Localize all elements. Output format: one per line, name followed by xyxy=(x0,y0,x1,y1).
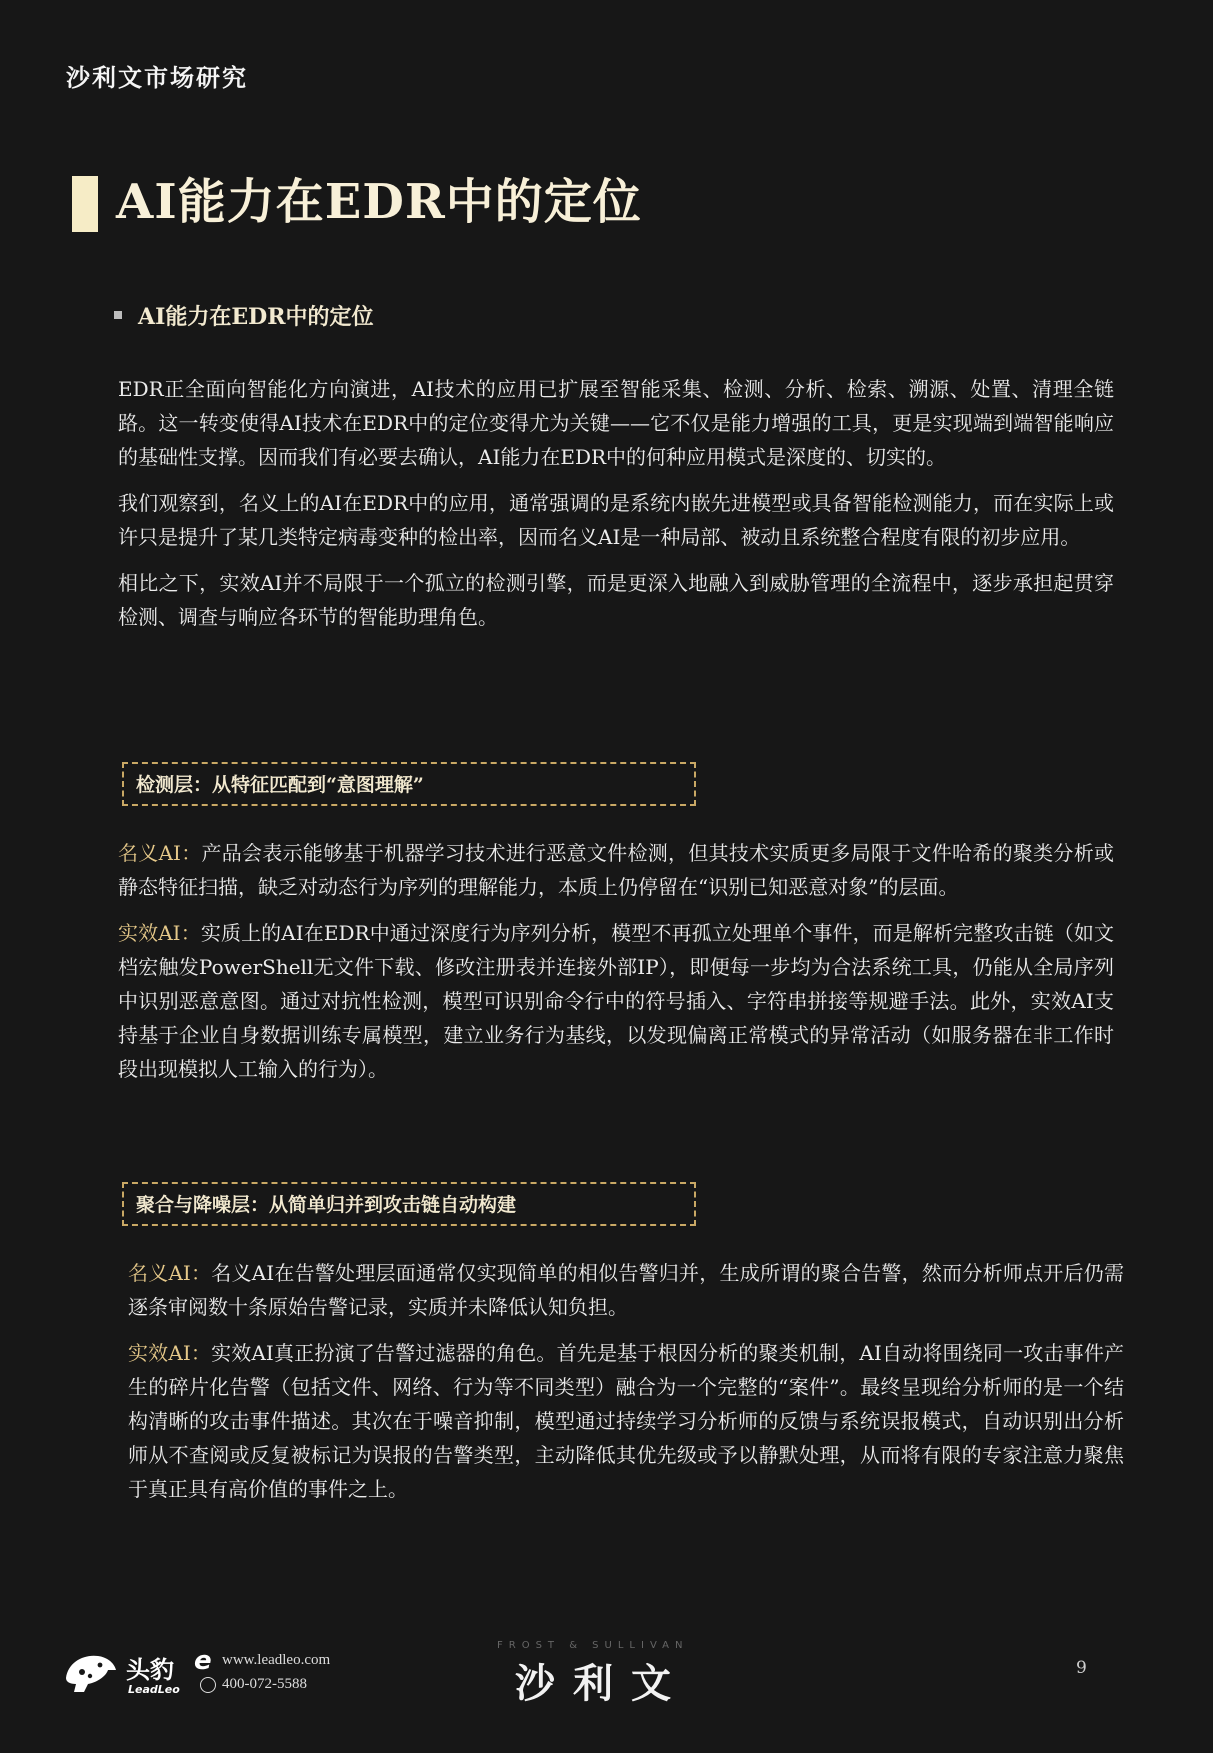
section-subtitle-text: AI能力在EDR中的定位 xyxy=(138,304,374,330)
footer-logo-en: LeadLeo xyxy=(128,1683,180,1696)
section2-effective xyxy=(128,1336,1124,1506)
footer-website[interactable]: www.leadleo.com xyxy=(222,1652,331,1668)
phone-icon xyxy=(200,1677,216,1693)
frost-sullivan-wordmark: FROST & SULLIVAN xyxy=(497,1640,689,1651)
footer-phone-number: 400-072-5588 xyxy=(222,1676,307,1692)
header-brand: 沙利文市场研究 xyxy=(66,63,248,92)
section-subtitle xyxy=(114,300,374,331)
footer-e-mark: e xyxy=(194,1646,212,1676)
title-accent-bar xyxy=(72,176,98,232)
effective-ai-label: 实效AI： xyxy=(128,1341,212,1365)
intro-paragraph-1: EDR正全面向智能化方向演进，AI技术的应用已扩展至智能采集、检测、分析、检索、溯源、处置、清理全链路。这一转变使得AI技术在EDR中的定位变得尤为关键——它不仅是能力增强的工具，更是实现端到端智能响应的基础性支撑。因而我们有必要去确认，AI能力在EDR中的何种应用模式是深度的、切实的。 xyxy=(118,377,1114,469)
section2-caption: 聚合与降噪层：从简单归并到攻击链自动构建 xyxy=(136,1194,517,1216)
section1-effective xyxy=(118,916,1114,1086)
section1-text xyxy=(118,836,1114,1098)
leopard-logo-icon xyxy=(62,1648,118,1696)
section2-nominal xyxy=(128,1256,1124,1324)
section1-nominal xyxy=(118,836,1114,904)
nominal-ai-label: 名义AI： xyxy=(128,1261,212,1285)
page-title: AI能力在EDR中的定位 xyxy=(116,174,642,230)
section2-text xyxy=(128,1256,1124,1518)
section1-caption: 检测层：从特征匹配到“意图理解” xyxy=(136,774,424,796)
sullivan-logo: 沙利文 xyxy=(515,1661,689,1707)
effective-ai-text: 实质上的AI在EDR中通过深度行为序列分析，模型不再孤立处理单个事件，而是解析完整攻击链（如文档宏触发PowerShell无文件下载、修改注册表并连接外部IP），即便每一步均为合法系统工具，仍能从全局序列中识别恶意意图。通过对抗性检测，模型可识别命令行中的符号插入、字符串拼接等规避手法。此外，实效AI支持基于企业自身数据训练专属模型，建立业务行为基线，以发现偏离正常模式的异常活动（如服务器在非工作时段出现模拟人工输入的行为）。 xyxy=(118,921,1114,1081)
effective-ai-label: 实效AI： xyxy=(118,921,201,945)
footer-logo-cn: 头豹 xyxy=(126,1656,174,1684)
square-bullet-icon xyxy=(114,311,122,319)
effective-ai-text: 实效AI真正扮演了告警过滤器的角色。首先是基于根因分析的聚类机制，AI自动将围绕同一攻击事件产生的碎片化告警（包括文件、网络、行为等不同类型）融合为一个完整的“案件”。最终呈现给分析师的是一个结构清晰的攻击事件描述。其次在于噪音抑制，模型通过持续学习分析师的反馈与系统误报模式，自动识别出分析师从不查阅或反复被标记为误报的告警类型，主动降低其优先级或予以静默处理，从而将有限的专家注意力聚焦于真正具有高价值的事件之上。 xyxy=(128,1341,1125,1501)
footer-phone xyxy=(200,1676,307,1693)
page-number: 9 xyxy=(1076,1658,1087,1678)
nominal-ai-text: 名义AI在告警处理层面通常仅实现简单的相似告警归并，生成所谓的聚合告警，然而分析师点开后仍需逐条审阅数十条原始告警记录，实质并未降低认知负担。 xyxy=(128,1261,1125,1319)
intro-text xyxy=(118,372,1114,646)
intro-paragraph-2: 我们观察到，名义上的AI在EDR中的应用，通常强调的是系统内嵌先进模型或具备智能检测能力，而在实际上或许只是提升了某几类特定病毒变种的检出率，因而名义AI是一种局部、被动且系统整合程度有限的初步应用。 xyxy=(118,491,1114,549)
nominal-ai-label: 名义AI： xyxy=(118,841,202,865)
section2-caption-box xyxy=(122,1182,696,1226)
section1-caption-box xyxy=(122,762,696,806)
nominal-ai-text: 产品会表示能够基于机器学习技术进行恶意文件检测，但其技术实质更多局限于文件哈希的聚类分析或静态特征扫描，缺乏对动态行为序列的理解能力，本质上仍停留在“识别已知恶意对象”的层面。 xyxy=(118,841,1115,899)
intro-paragraph-3: 相比之下，实效AI并不局限于一个孤立的检测引擎，而是更深入地融入到威胁管理的全流程中，逐步承担起贯穿检测、调查与响应各环节的智能助理角色。 xyxy=(118,571,1114,629)
